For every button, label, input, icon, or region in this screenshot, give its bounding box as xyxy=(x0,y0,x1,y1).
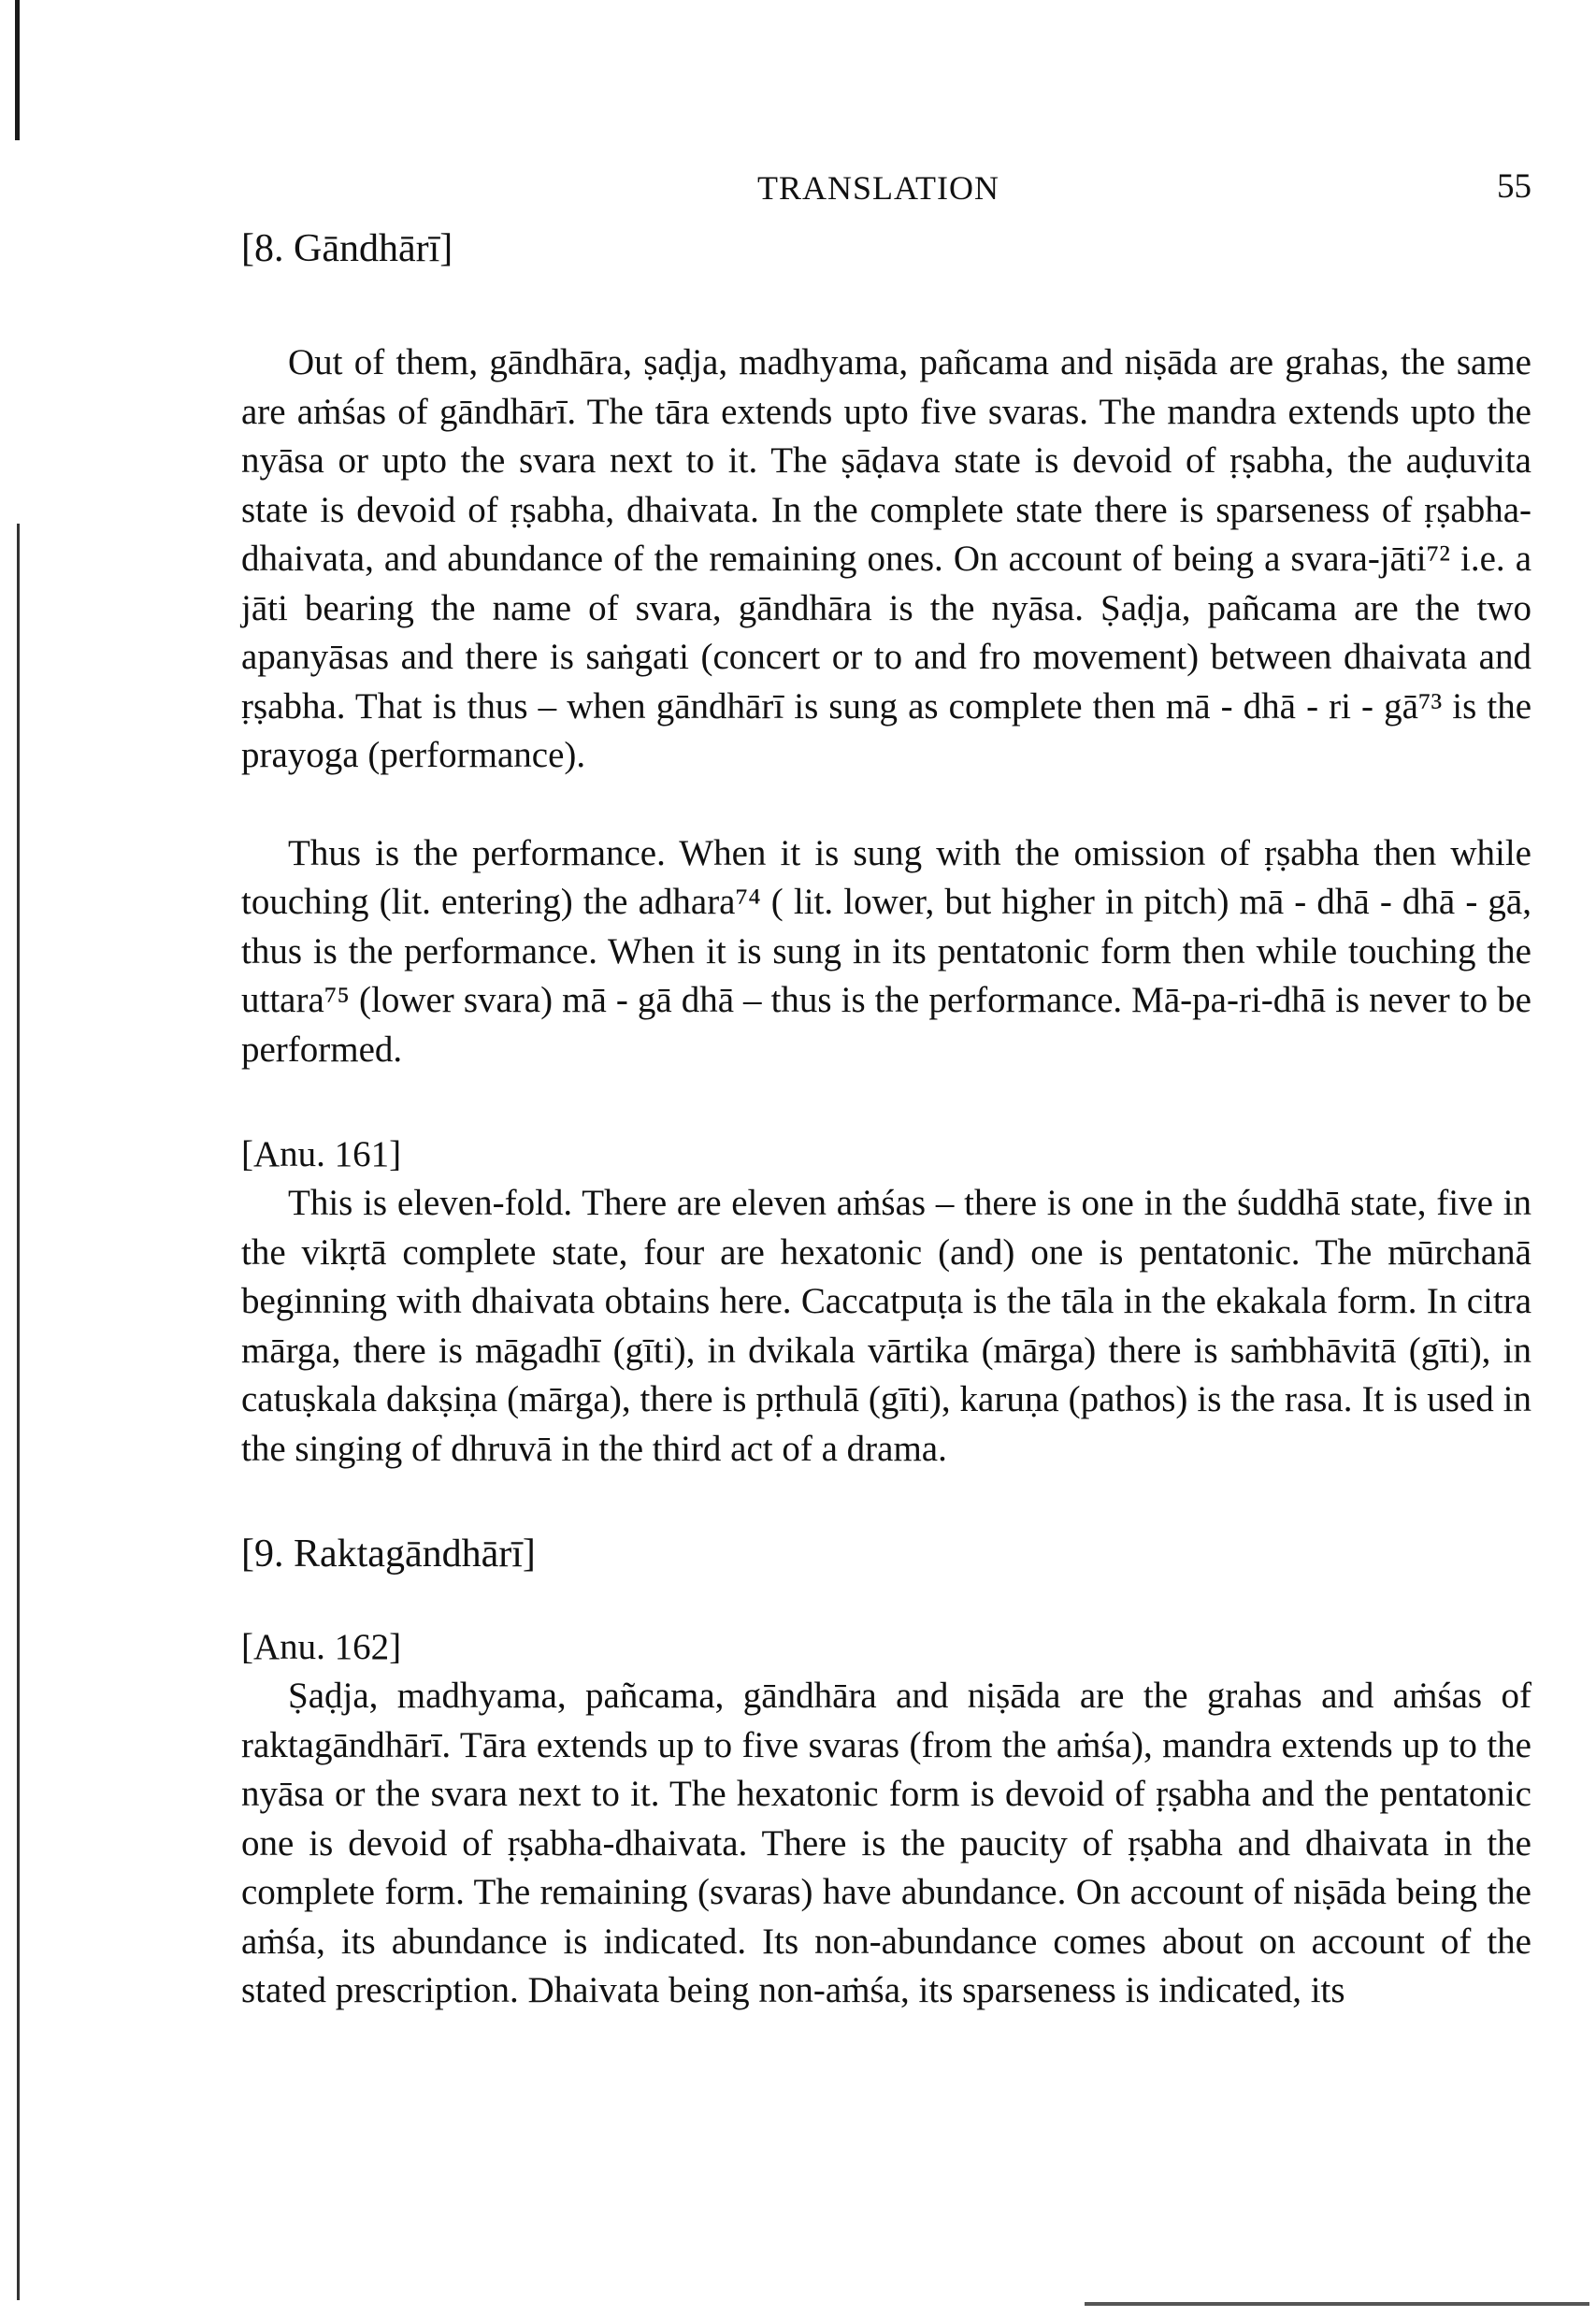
book-page xyxy=(241,159,1531,2016)
section-heading-raktagandhari: [9. Raktagāndhārī] xyxy=(241,1533,536,1576)
bottom-scan-rule xyxy=(1085,2302,1589,2306)
running-title: TRANSLATION xyxy=(757,169,999,207)
section-gandhari xyxy=(241,224,1531,1474)
paragraph-gandhari-1: Out of them, gāndhāra, ṣaḍja, madhyama, pañcama and niṣāda are grahas, the same are aṁśas of gāndhārī. The tāra extends upto five svaras. The mandra extends upto the nyāsa or upto the svara next to it. The ṣāḍava state is devoid of ṛṣabha, the auḍuvita state is devoid of ṛṣabha, dhaivata. In the complete state there is sparseness of ṛṣabha-dhaivata, and abundance of the remaining ones. On account of being a svara-jāti⁷² i.e. a jāti bearing the name of svara, gāndhāra is the nyāsa. Ṣaḍja, pañcama are the two apanyāsas and there is saṅgati (concert or to and fro movement) between dhaivata and ṛṣabha. That is thus – when gāndhārī is sung as complete then mā - dhā - ri - gā⁷³ is the prayoga (performance). xyxy=(241,342,1531,775)
paragraph-raktagandhari-1: Ṣaḍja, madhyama, pañcama, gāndhāra and niṣāda are the grahas and aṁśas of raktagāndhārī. Tāra extends up to five svaras (from the aṁśa), mandra extends up to the nyāsa or the svara next to it. The hexatonic form is devoid of ṛṣabha and the pentatonic one is devoid of ṛṣabha-dhaivata. There is the paucity of ṛṣabha and dhaivata in the complete form. The remaining (svaras) have abundance. On account of niṣāda being the aṁśa, its abundance is indicated. Its non-abundance comes about on account of the stated prescription. Dhaivata being non-aṁśa, its sparseness is indicated, its xyxy=(241,1676,1531,2010)
scan-edge-top xyxy=(15,0,20,140)
page-number: 55 xyxy=(1497,167,1531,206)
anu-label-162: [Anu. 162] xyxy=(241,1627,402,1667)
scan-edge-left xyxy=(17,524,20,2300)
paragraph-gandhari-3: This is eleven-fold. There are eleven aṁśas – there is one in the śuddhā state, five in the vikṛtā complete state, four are hexatonic (and) one is pentatonic. The mūrchanā beginning with dhaivata obtains here. Caccatpuṭa is the tāla in the ekakala form. In citra mārga, there is māgadhī (gīti), in dvikala vārtika (mārga) there is saṁbhāvitā (gīti), in catuṣkala dakṣiṇa (mārga), there is pṛthulā (gīti), karuṇa (pathos) is the rasa. It is used in the singing of dhruvā in the third act of a drama. xyxy=(241,1183,1531,1469)
anu-label-161: [Anu. 161] xyxy=(241,1134,402,1174)
section-raktagandhari xyxy=(241,1530,1531,2016)
section-heading-gandhari: [8. Gāndhārī] xyxy=(241,227,453,270)
running-head xyxy=(241,159,1531,215)
paragraph-gandhari-2: Thus is the performance. When it is sung with the omission of ṛṣabha then while touching (lit. entering) the adhara⁷⁴ ( lit. lower, but higher in pitch) mā - dhā - dhā - gā, thus is the performance. When it is sung in its pentatonic form then while touching the uttara⁷⁵ (lower svara) mā - gā dhā – thus is the performance. Mā-pa-ri-dhā is never to be performed. xyxy=(241,832,1531,1070)
